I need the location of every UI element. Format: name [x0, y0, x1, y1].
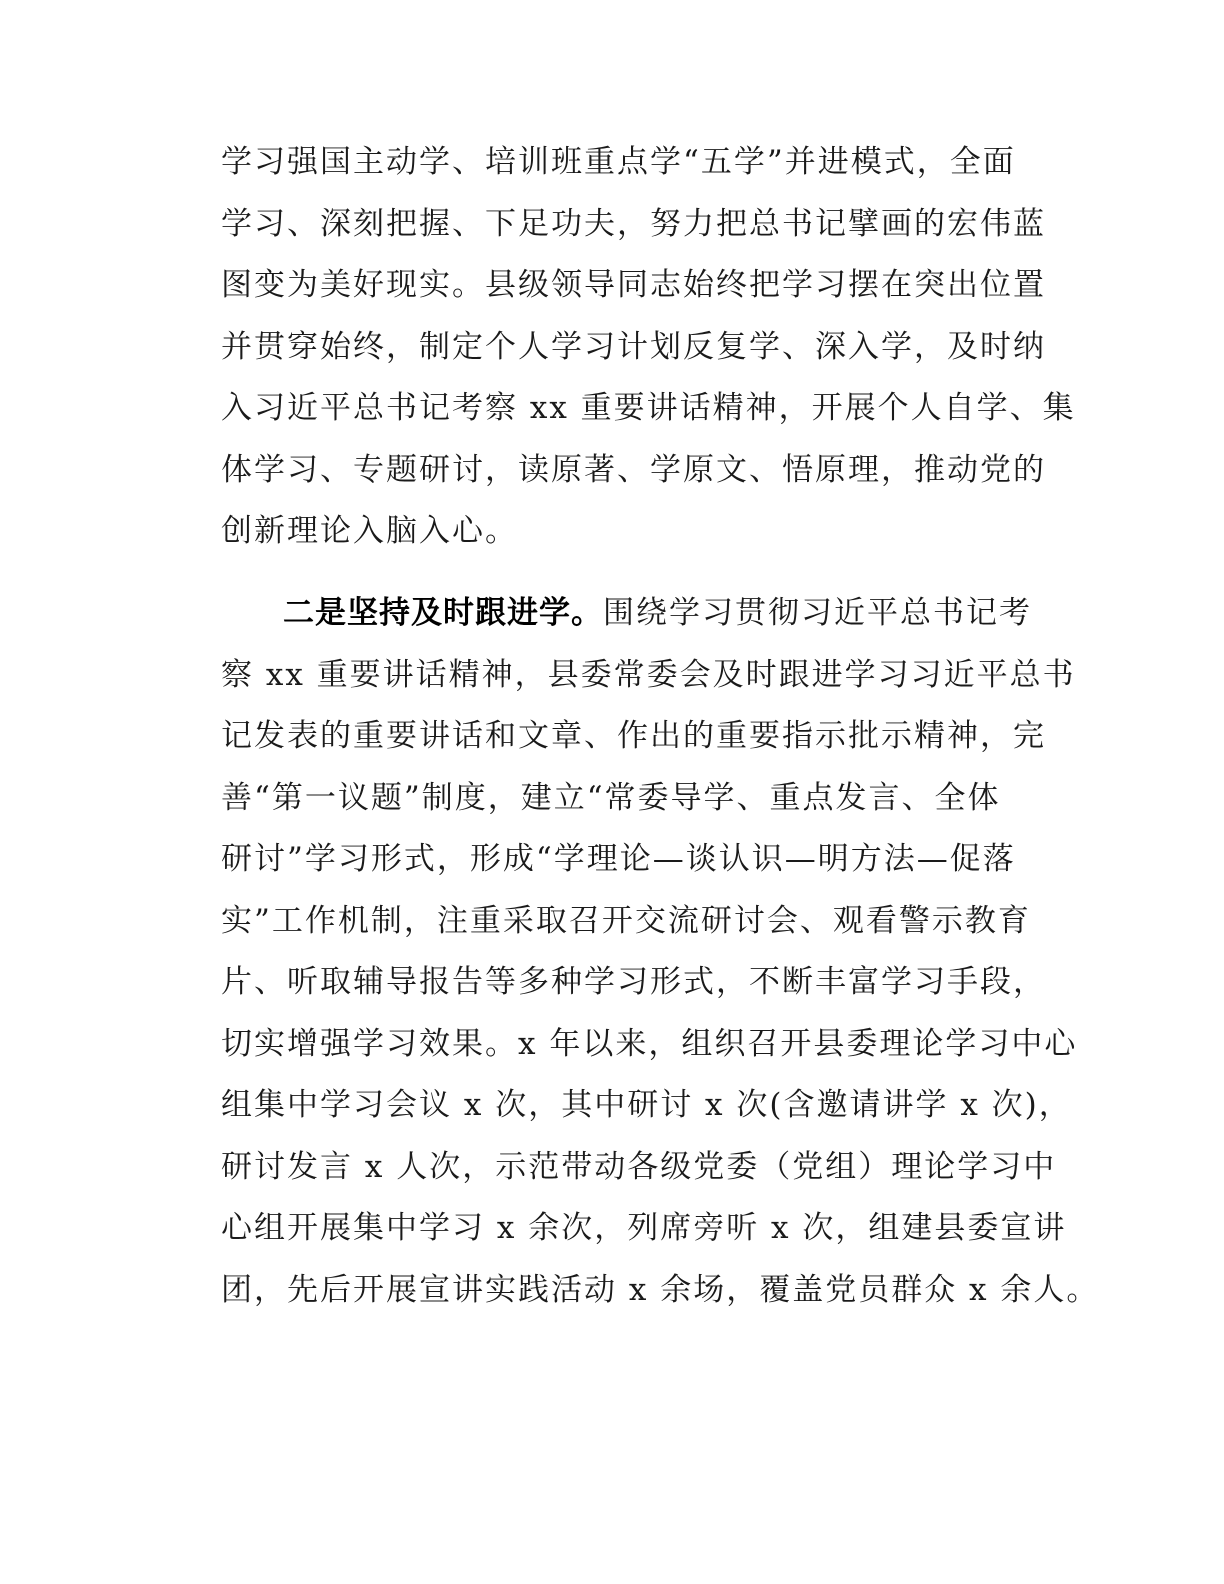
paragraph-timely-follow-up	[221, 583, 1100, 1321]
paragraph-line: 心组开展集中学习 x 余次，列席旁听 x 次，组建县委宣讲	[221, 1210, 1067, 1246]
paragraph-line: 记发表的重要讲话和文章、作出的重要指示批示精神，完	[221, 718, 1046, 754]
paragraph-study-mode	[221, 132, 1076, 563]
paragraph-line: 实”工作机制，注重采取召开交流研讨会、观看警示教育	[221, 902, 1031, 939]
paragraph-line: 研讨发言 x 人次，示范带动各级党委（党组）理论学习中	[221, 1148, 1057, 1185]
paragraph-line: 片、听取辅导报告等多种学习形式，不断丰富学习手段，	[221, 964, 1046, 1000]
paragraph-line: 团，先后开展宣讲实践活动 x 余场，覆盖党员群众 x 余人。	[221, 1271, 1100, 1308]
paragraph-line: 学习、深刻把握、下足功夫，努力把总书记擘画的宏伟蓝	[221, 205, 1046, 242]
paragraph-line: 并贯穿始终，制定个人学习计划反复学、深入学，及时纳	[221, 328, 1046, 365]
paragraph-line: 入习近平总书记考察 xx 重要讲话精神，开展个人自学、集	[221, 390, 1076, 426]
paragraph-line: 创新理论入脑入心。	[221, 513, 518, 549]
paragraph-line: 切实增强学习效果。x 年以来，组织召开县委理论学习中心	[221, 1025, 1078, 1062]
paragraph-line: 研讨”学习形式，形成“学理论—谈认识—明方法—促落	[221, 841, 1016, 877]
paragraph-line: 组集中学习会议 x 次，其中研讨 x 次(含邀请讲学 x 次)，	[221, 1087, 1072, 1123]
paragraph-first-line	[221, 583, 1041, 645]
paragraph-line-rest: 围绕学习贯彻习近平总书记考	[603, 595, 1032, 631]
paragraph-line: 图变为美好现实。县级领导同志始终把学习摆在突出位置	[221, 267, 1046, 303]
paragraph-line: 学习强国主动学、培训班重点学“五学”并进模式，全面	[221, 144, 1016, 180]
paragraph-line: 察 xx 重要讲话精神，县委常委会及时跟进学习习近平总书	[221, 656, 1076, 693]
paragraph-heading: 二是坚持及时跟进学。	[283, 595, 603, 631]
paragraph-line: 体学习、专题研讨，读原著、学原文、悟原理，推动党的	[221, 451, 1046, 488]
paragraph-line: 善“第一议题”制度，建立“常委导学、重点发言、全体	[221, 779, 1001, 816]
